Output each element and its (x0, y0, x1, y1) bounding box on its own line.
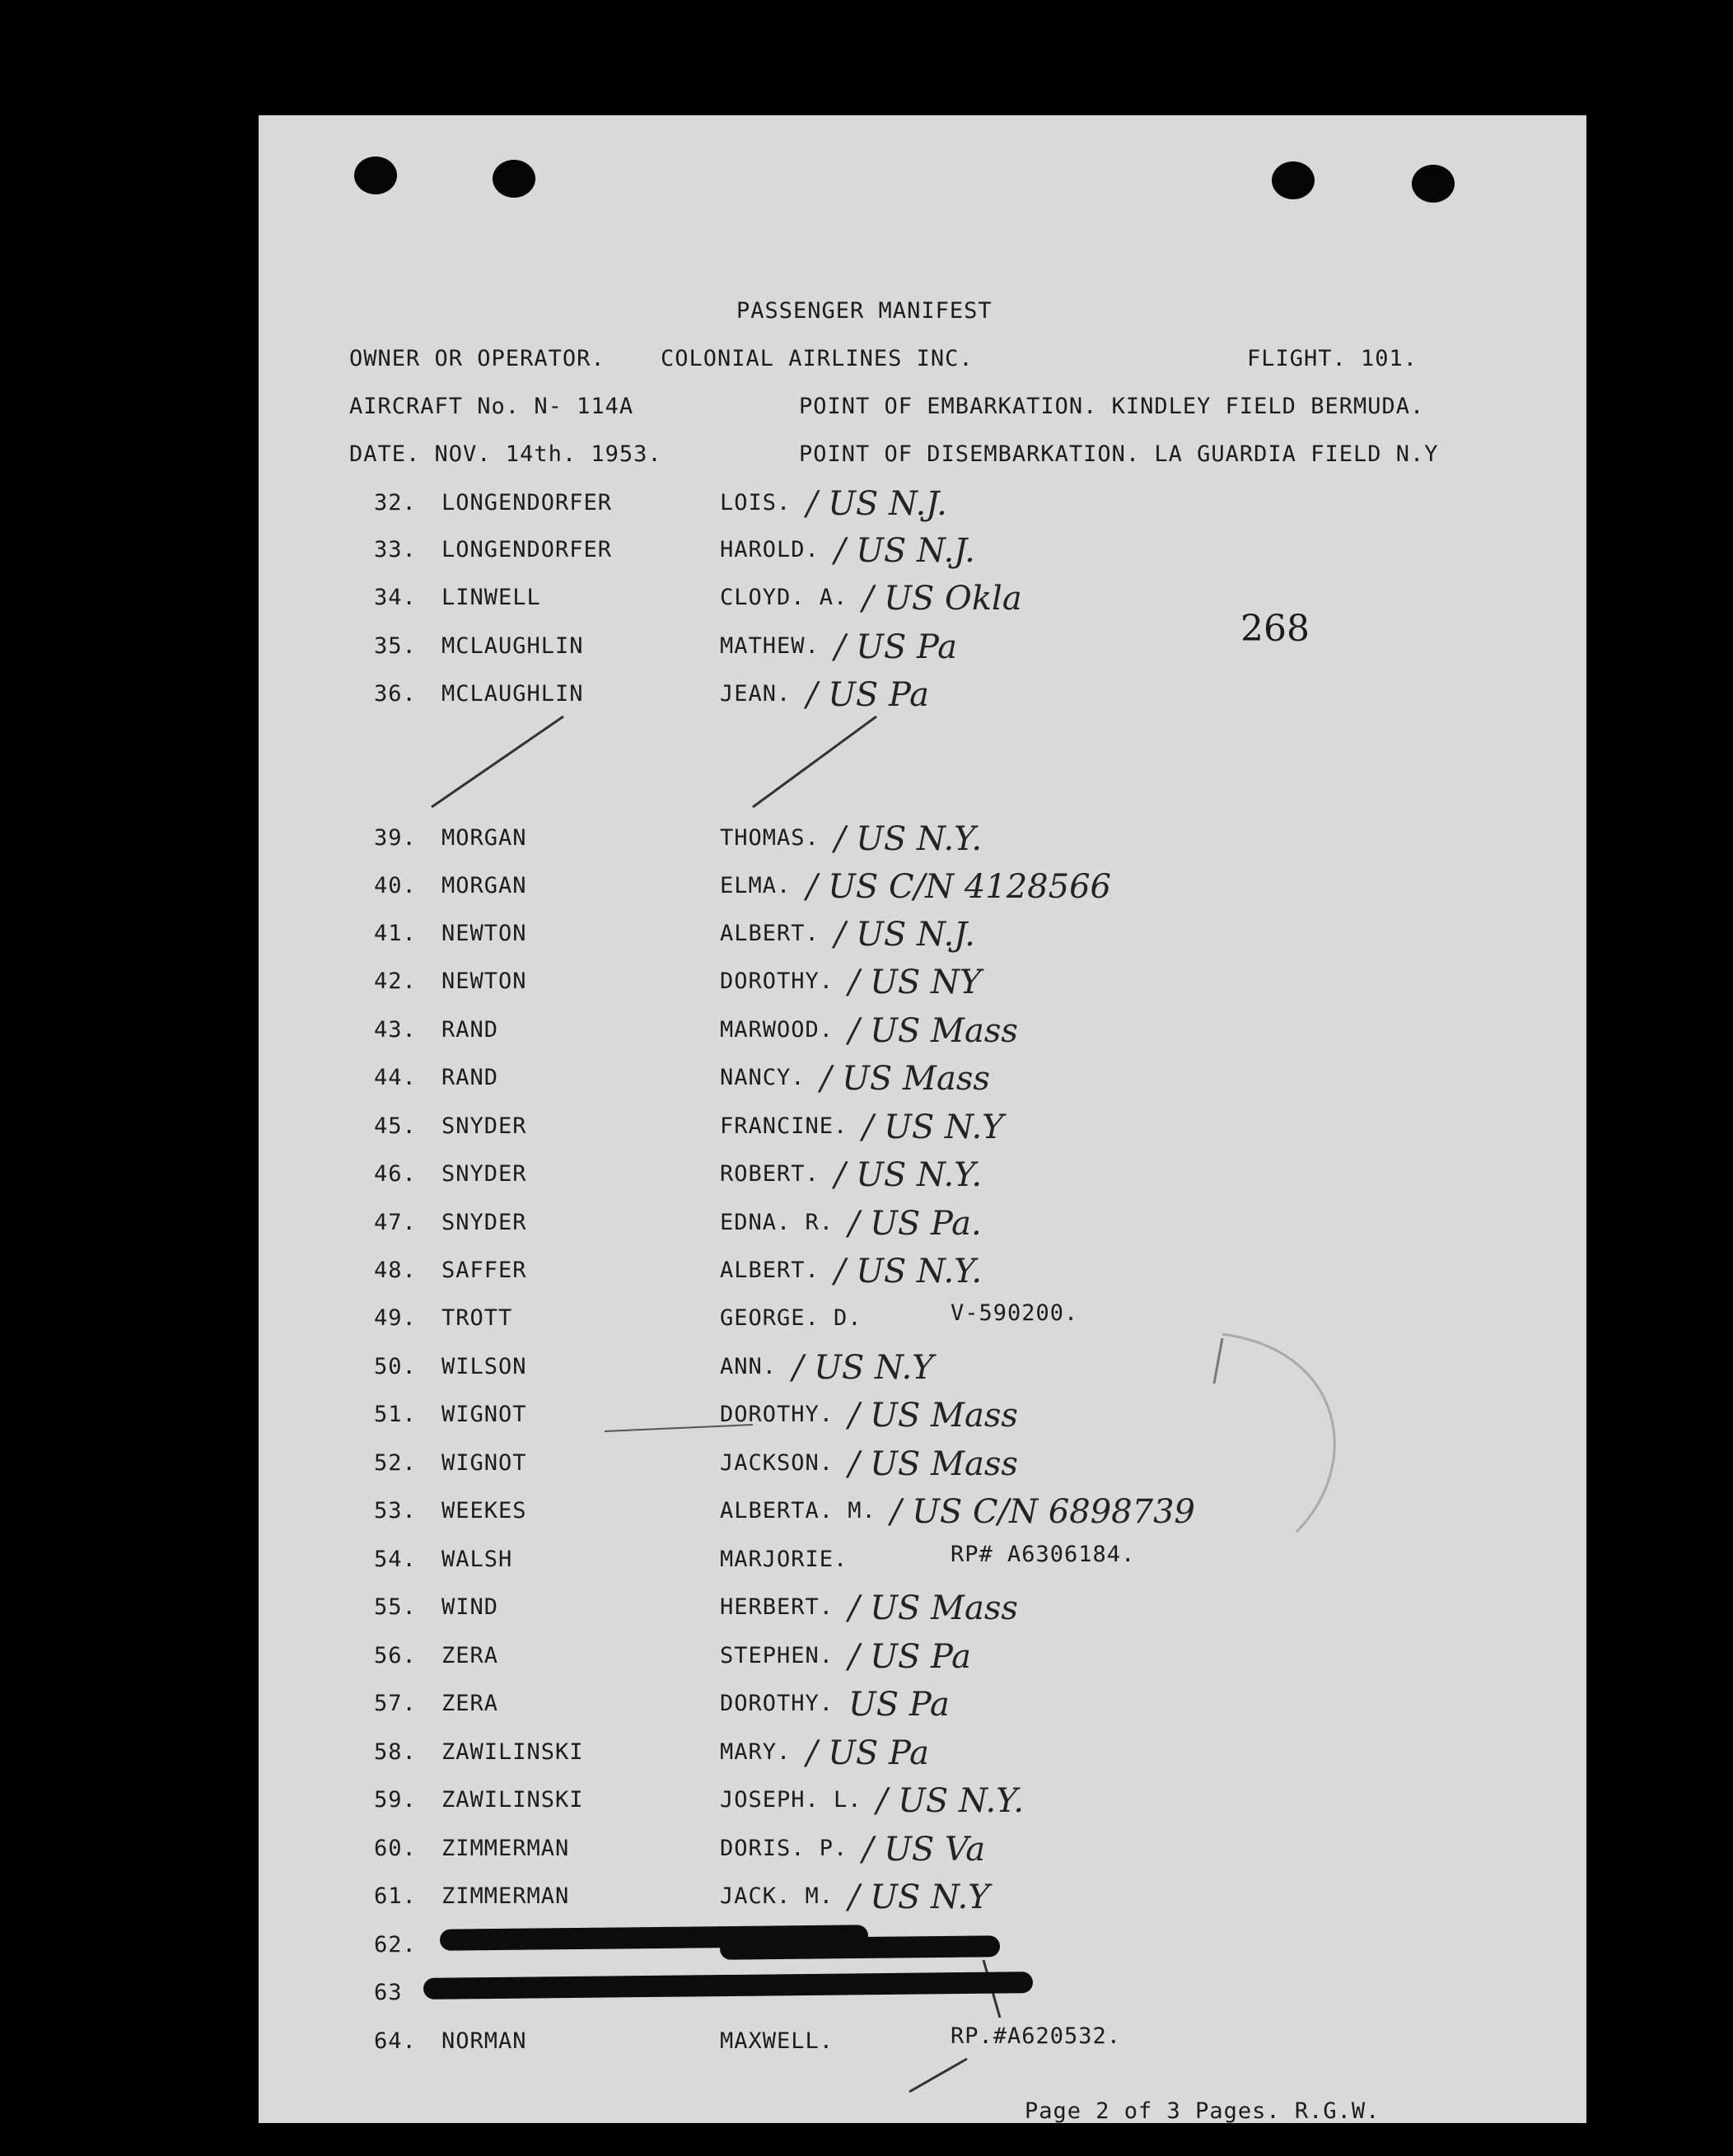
passenger-row (259, 1253, 1586, 1290)
passenger-note: / US N.Y. (834, 1253, 983, 1290)
passenger-surname: SNYDER (441, 1210, 527, 1235)
passenger-surname: WIND (441, 1594, 499, 1620)
passenger-number: 51. (374, 1402, 417, 1427)
passenger-row (259, 676, 1586, 714)
passenger-note: US Pa (848, 1686, 950, 1724)
redaction-mark (720, 1935, 1000, 1960)
passenger-given-name: ALBERT. (720, 1258, 820, 1283)
passenger-row (259, 1638, 1586, 1676)
passenger-note: RP.#A620532. (951, 2023, 1122, 2049)
passenger-surname: TROTT (441, 1305, 513, 1331)
passenger-note: / US N.Y. (834, 820, 983, 858)
passenger-row (259, 1831, 1586, 1869)
passenger-row (259, 1734, 1586, 1772)
passenger-note: / US Pa (848, 1638, 971, 1676)
passenger-given-name: DOROTHY. (720, 1402, 834, 1427)
passenger-given-name: MARJORIE. (720, 1547, 848, 1572)
passenger-given-name: ALBERT. (720, 921, 820, 946)
passenger-note: / US Pa (806, 676, 929, 714)
passenger-note: / US C/N 6898739 (890, 1493, 1195, 1531)
passenger-number: 60. (374, 1836, 417, 1861)
passenger-given-name: MAXWELL. (720, 2028, 834, 2054)
passenger-note: / US NY (848, 964, 982, 1001)
passenger-row (259, 964, 1586, 1001)
passenger-number: 46. (374, 1161, 417, 1187)
passenger-number: 35. (374, 633, 417, 659)
passenger-note: / US Va (862, 1831, 986, 1869)
passenger-number: 42. (374, 968, 417, 994)
passenger-number: 53. (374, 1498, 417, 1524)
passenger-number: 59. (374, 1787, 417, 1813)
passenger-number: 49. (374, 1305, 417, 1331)
passenger-surname: WIGNOT (441, 1402, 527, 1427)
passenger-surname: MCLAUGHLIN (441, 633, 584, 659)
passenger-number: 64. (374, 2028, 417, 2054)
passenger-number: 34. (374, 585, 417, 610)
passenger-row (259, 1060, 1586, 1098)
passenger-row (259, 1878, 1586, 1916)
passenger-surname: ZIMMERMAN (441, 1836, 570, 1861)
passenger-surname: MORGAN (441, 873, 527, 898)
passenger-row (259, 1445, 1586, 1483)
passenger-note: / US N.J. (834, 916, 975, 954)
passenger-row (259, 1589, 1586, 1627)
passenger-surname: SAFFER (441, 1258, 527, 1283)
passenger-surname: MCLAUGHLIN (441, 681, 584, 707)
passenger-given-name: GEORGE. D. (720, 1305, 862, 1331)
passenger-note: / US N.J. (806, 485, 947, 523)
embarkation-point: POINT OF EMBARKATION. KINDLEY FIELD BERMUDA. (799, 394, 1425, 419)
passenger-given-name: MATHEW. (720, 633, 820, 659)
passenger-given-name: JACK. M. (720, 1883, 834, 1909)
passenger-number: 33. (374, 537, 417, 562)
passenger-note: / US N.Y (848, 1878, 990, 1916)
passenger-number: 47. (374, 1210, 417, 1235)
passenger-given-name: STEPHEN. (720, 1643, 834, 1668)
passenger-note: / US Mass (820, 1060, 990, 1098)
passenger-number: 40. (374, 873, 417, 898)
passenger-row (259, 1686, 1586, 1724)
passenger-row (259, 2023, 1586, 2061)
passenger-note: / US Mass (848, 1012, 1018, 1050)
passenger-row (259, 1300, 1586, 1338)
passenger-surname: ZERA (441, 1643, 499, 1668)
page-stamp-number: 268 (1240, 608, 1310, 650)
passenger-number: 54. (374, 1547, 417, 1572)
passenger-surname: SNYDER (441, 1161, 527, 1187)
passenger-number: 62. (374, 1932, 417, 1958)
passenger-given-name: LOIS. (720, 490, 792, 516)
passenger-given-name: THOMAS. (720, 825, 820, 851)
passenger-row (259, 916, 1586, 954)
passenger-given-name: NANCY. (720, 1065, 806, 1090)
passenger-surname: SNYDER (441, 1113, 527, 1139)
passenger-note: / US Mass (848, 1589, 1018, 1627)
passenger-row (259, 1156, 1586, 1194)
disembarkation-point: POINT OF DISEMBARKATION. LA GUARDIA FIELD N.Y (799, 441, 1439, 467)
manifest-date: DATE. NOV. 14th. 1953. (349, 441, 662, 467)
passenger-given-name: HAROLD. (720, 537, 820, 562)
passenger-row (259, 1012, 1586, 1050)
passenger-note: / US C/N 4128566 (806, 868, 1111, 906)
passenger-note: / US N.J. (834, 532, 975, 570)
passenger-surname: RAND (441, 1065, 499, 1090)
passenger-given-name: DOROTHY. (720, 1691, 834, 1716)
passenger-note: RP# A6306184. (951, 1542, 1136, 1567)
flight-number: FLIGHT. 101. (1247, 346, 1418, 371)
passenger-note: / US N.Y (792, 1349, 934, 1387)
passenger-number: 58. (374, 1739, 417, 1765)
passenger-given-name: ELMA. (720, 873, 792, 898)
passenger-given-name: DORIS. P. (720, 1836, 848, 1861)
passenger-number: 50. (374, 1354, 417, 1379)
passenger-row (259, 820, 1586, 858)
passenger-number: 52. (374, 1450, 417, 1476)
passenger-note: / US N.Y (862, 1108, 1004, 1146)
passenger-row (259, 1397, 1586, 1435)
passenger-given-name: CLOYD. A. (720, 585, 848, 610)
passenger-note: / US Okla (862, 580, 1022, 618)
passenger-given-name: DOROTHY. (720, 968, 834, 994)
passenger-given-name: EDNA. R. (720, 1210, 834, 1235)
passenger-given-name: HERBERT. (720, 1594, 834, 1620)
passenger-note: / US Pa. (848, 1205, 982, 1243)
passenger-number: 44. (374, 1065, 417, 1090)
passenger-given-name: ANN. (720, 1354, 778, 1379)
passenger-row (259, 868, 1586, 906)
passenger-surname: LONGENDORFER (441, 490, 613, 516)
passenger-surname: NEWTON (441, 968, 527, 994)
passenger-number: 39. (374, 825, 417, 851)
passenger-surname: ZIMMERMAN (441, 1883, 570, 1909)
passenger-row (259, 1542, 1586, 1580)
owner-value: COLONIAL AIRLINES INC. (661, 346, 974, 371)
passenger-given-name: JEAN. (720, 681, 792, 707)
passenger-given-name: ROBERT. (720, 1161, 820, 1187)
passenger-row (259, 580, 1586, 618)
passenger-number: 41. (374, 921, 417, 946)
passenger-note: / US Pa (834, 628, 957, 666)
passenger-number: 36. (374, 681, 417, 707)
passenger-surname: ZAWILINSKI (441, 1787, 584, 1813)
passenger-surname: ZAWILINSKI (441, 1739, 584, 1765)
passenger-row (259, 1493, 1586, 1531)
passenger-given-name: ALBERTA. M. (720, 1498, 876, 1524)
passenger-surname: WILSON (441, 1354, 527, 1379)
aircraft-number: AIRCRAFT No. N- 114A (349, 394, 634, 419)
manifest-title: PASSENGER MANIFEST (736, 298, 993, 324)
passenger-surname: RAND (441, 1017, 499, 1043)
page-footer: Page 2 of 3 Pages. R.G.W. (1025, 2098, 1380, 2124)
passenger-number: 48. (374, 1258, 417, 1283)
passenger-number: 56. (374, 1643, 417, 1668)
passenger-given-name: MARWOOD. (720, 1017, 834, 1043)
passenger-row (259, 1782, 1586, 1820)
passenger-given-name: JOSEPH. L. (720, 1787, 862, 1813)
manifest-page (259, 115, 1586, 2123)
passenger-list (259, 115, 1586, 2123)
passenger-surname: LONGENDORFER (441, 537, 613, 562)
passenger-note: / US Mass (848, 1445, 1018, 1483)
passenger-note: / US Pa (806, 1734, 929, 1772)
passenger-row (259, 1349, 1586, 1387)
passenger-surname: MORGAN (441, 825, 527, 851)
passenger-number: 55. (374, 1594, 417, 1620)
passenger-note: / US N.Y. (834, 1156, 983, 1194)
passenger-given-name: MARY. (720, 1739, 792, 1765)
passenger-number: 32. (374, 490, 417, 516)
passenger-surname: WALSH (441, 1547, 513, 1572)
passenger-surname: NORMAN (441, 2028, 527, 2054)
passenger-number: 63 (374, 1980, 403, 2005)
passenger-number: 57. (374, 1691, 417, 1716)
passenger-note: / US Mass (848, 1397, 1018, 1435)
passenger-surname: WIGNOT (441, 1450, 527, 1476)
passenger-row (259, 485, 1586, 523)
passenger-row (259, 532, 1586, 570)
passenger-number: 45. (374, 1113, 417, 1139)
passenger-number: 43. (374, 1017, 417, 1043)
passenger-surname: LINWELL (441, 585, 541, 610)
passenger-note: V-590200. (951, 1300, 1079, 1326)
passenger-row (259, 1108, 1586, 1146)
passenger-row (259, 1205, 1586, 1243)
passenger-surname: ZERA (441, 1691, 499, 1716)
passenger-number: 61. (374, 1883, 417, 1909)
passenger-given-name: FRANCINE. (720, 1113, 848, 1139)
passenger-given-name: JACKSON. (720, 1450, 834, 1476)
passenger-surname: WEEKES (441, 1498, 527, 1524)
passenger-surname: NEWTON (441, 921, 527, 946)
passenger-note: / US N.Y. (876, 1782, 1025, 1820)
owner-label: OWNER OR OPERATOR. (349, 346, 605, 371)
